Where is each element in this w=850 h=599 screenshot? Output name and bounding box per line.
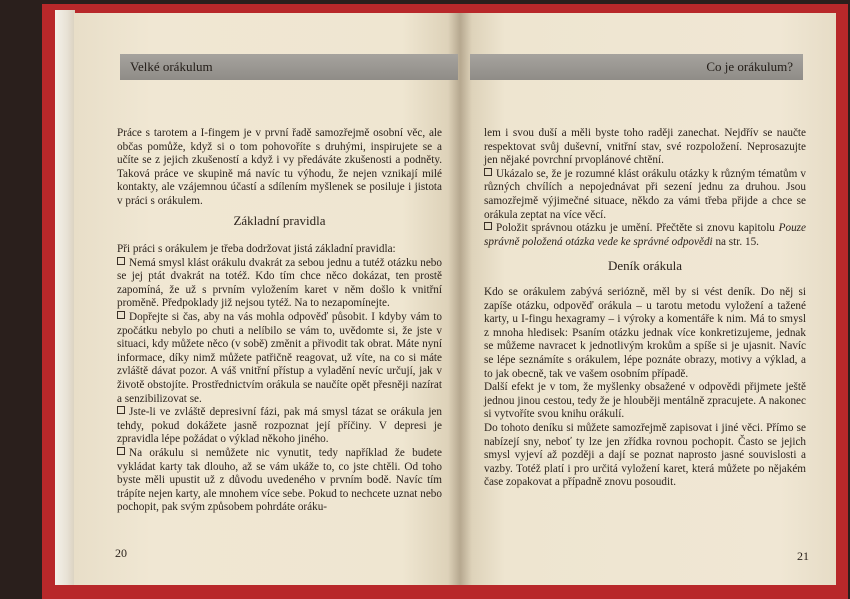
section-title-zakladni-pravidla: Základní pravidla xyxy=(233,213,326,228)
rule-item xyxy=(484,168,806,222)
right-page-number: 21 xyxy=(797,549,809,563)
bullet-box-icon xyxy=(484,222,492,230)
rule-item xyxy=(117,447,442,515)
page-reference: na str. 15. xyxy=(712,235,759,248)
left-page-number: 20 xyxy=(115,546,127,560)
diary-paragraph: Kdo se orákulem zabývá seriózně, měl by si vést deník. Do něj si zapíše otázku, odpověď orákula – u tarotu metodu vyložení a tažené karty, u I-fingu hexagramy – i výroky a komentáře k nim. Má to smysl z mnoha hledisek: Psaním otázku jednak více konkretizujeme, jednak se můžeme navracet k jednotlivým krokům a spíše si je ujasnit. Navíc se lépe seznámíte s orákulem, lépe poznáte obrazy, motivy a výklad, a to jak obecně, tak ve vašem osobním případě. xyxy=(484,286,806,380)
bullet-box-icon xyxy=(117,311,125,319)
rule-text: Na orákulu si nemůžete nic vynutit, tedy například že budete vykládat karty tak dlouho, až se vám ukáže to, co jste chtěli. Od toho byste měli upustit už z důvodu uvedeného v prvním bodě. Navíc tím trápíte nejen karty, ale mnohem více sebe. Pokud to nechcete uznat nebo pochopit, pak svým způsobem pohrdáte oráku- xyxy=(117,446,442,514)
diary-paragraph: Do tohoto deníku si můžete samozřejmě zapisovat i jiné věci. Přímo se nabízejí sny, neboť ty lze jen zřídka rovnou pochopit. Často se jejich smysl vyjeví až později a dají se poznat naprosto jasné souvislosti a vazby. Totéž platí i pro určitá vyložení karet, která můžete po nějakém čase zopakovat a případně znovu posoudit. xyxy=(484,421,806,489)
left-running-header: Velké orákulum xyxy=(120,54,458,80)
right-top-block xyxy=(484,127,806,249)
rule-text: Ukázalo se, že je rozumné klást orákulu otázky k různým tématům v různých chvílích a nepojednávat při sezení jednu za druhou. Jsou samozřejmě výjimečné situace, někdo za vámi třeba přijde a chce se orákula zeptat na více věcí. xyxy=(484,167,806,221)
section-title-denik-orakula: Deník orákula xyxy=(607,258,682,273)
rule-item xyxy=(117,311,442,406)
left-intro-paragraph xyxy=(117,127,442,209)
chapter-reference: Pouze správně položená otázka vede ke správné odpovědi xyxy=(484,222,806,248)
diary-paragraph: Další efekt je v tom, že myšlenky obsažené v odpovědi přijmete ještě jednou jinou cestou, tedy že je hlouběji mentálně zpracujete. A nakonec si vytvoříte svou knihu orákulí. xyxy=(484,381,806,421)
right-diary-block xyxy=(484,286,806,490)
intro-text: Práce s tarotem a I-fingem je v první řadě samozřejmě osobní věc, ale občas pomůže, když si o tom pohovoříte s druhými, inspirujete se a učíte se z jejich zkušeností a když i vy předáváte zkušenosti a podněty. Taková práce ve skupině má navíc tu výhodu, že nejen vznikají milé kontakty, ale vzájemnou účastí a sdílením myšlenek se posiluje i jistota v práci s orákulem. xyxy=(117,127,442,207)
page-edges xyxy=(55,10,75,585)
right-running-header: Co je orákulum? xyxy=(470,54,803,80)
rule-text: Položit správnou otázku je umění. Přečtěte si znovu kapitolu xyxy=(496,222,775,235)
rules-intro: Při práci s orákulem je třeba dodržovat jistá základní pravidla: xyxy=(117,243,396,255)
bullet-box-icon xyxy=(117,406,125,414)
rule-item xyxy=(117,257,442,311)
rule-text: Jste-li ve zvláště depresivní fázi, pak má smysl tázat se orákula jen tehdy, pokud dokážete jasně rozpoznat její příčiny. V depresi je zpravidla lépe požádat o výklad někoho jiného. xyxy=(117,406,442,446)
rule-item xyxy=(484,222,806,249)
left-rules-block xyxy=(117,243,442,515)
bullet-box-icon xyxy=(484,168,492,176)
bullet-box-icon xyxy=(117,447,125,455)
bullet-box-icon xyxy=(117,257,125,265)
rule-text: Nemá smysl klást orákulu dvakrát za sebou jednu a tutéž otázku nebo se jej ptát dvakrát na totéž. Kdo tím chce něco dokázat, ten prostě zapomíná, že už s prvním vyložením karet v něm došlo k vnitřní proměně. Předpoklady již nejsou tytéž. Na to nezapomínejte. xyxy=(117,256,442,310)
rule-text: Dopřejte si čas, aby na vás mohla odpověď působit. I kdyby vám to zpočátku nebylo po chuti a nelíbilo se vám to, uvědomte si, že jste v situaci, kdy můžete něco (v sobě) změnit a přivodit tak obrat. Máte nyní informace, díky nimž můžete patřičně reagovat, už víte, na co si máte zvláště dávat pozor. A váš vnitřní přístup a vyladění nevíc určují, jak v životě obstojíte. Prostřednictvím orákula se naučíte opět přesněji nazírat a senzibilizovat se. xyxy=(117,310,442,405)
book-gutter xyxy=(448,13,472,585)
continuation-text: lem i svou duší a měli byste toho raději zanechat. Nejdřív se naučte respektovat svůj duševní, vnitřní stav, své rozpoložení. Neprosazujte jen nějaké povrchní prvoplánové chtění. xyxy=(484,127,806,167)
rule-item xyxy=(117,406,442,447)
